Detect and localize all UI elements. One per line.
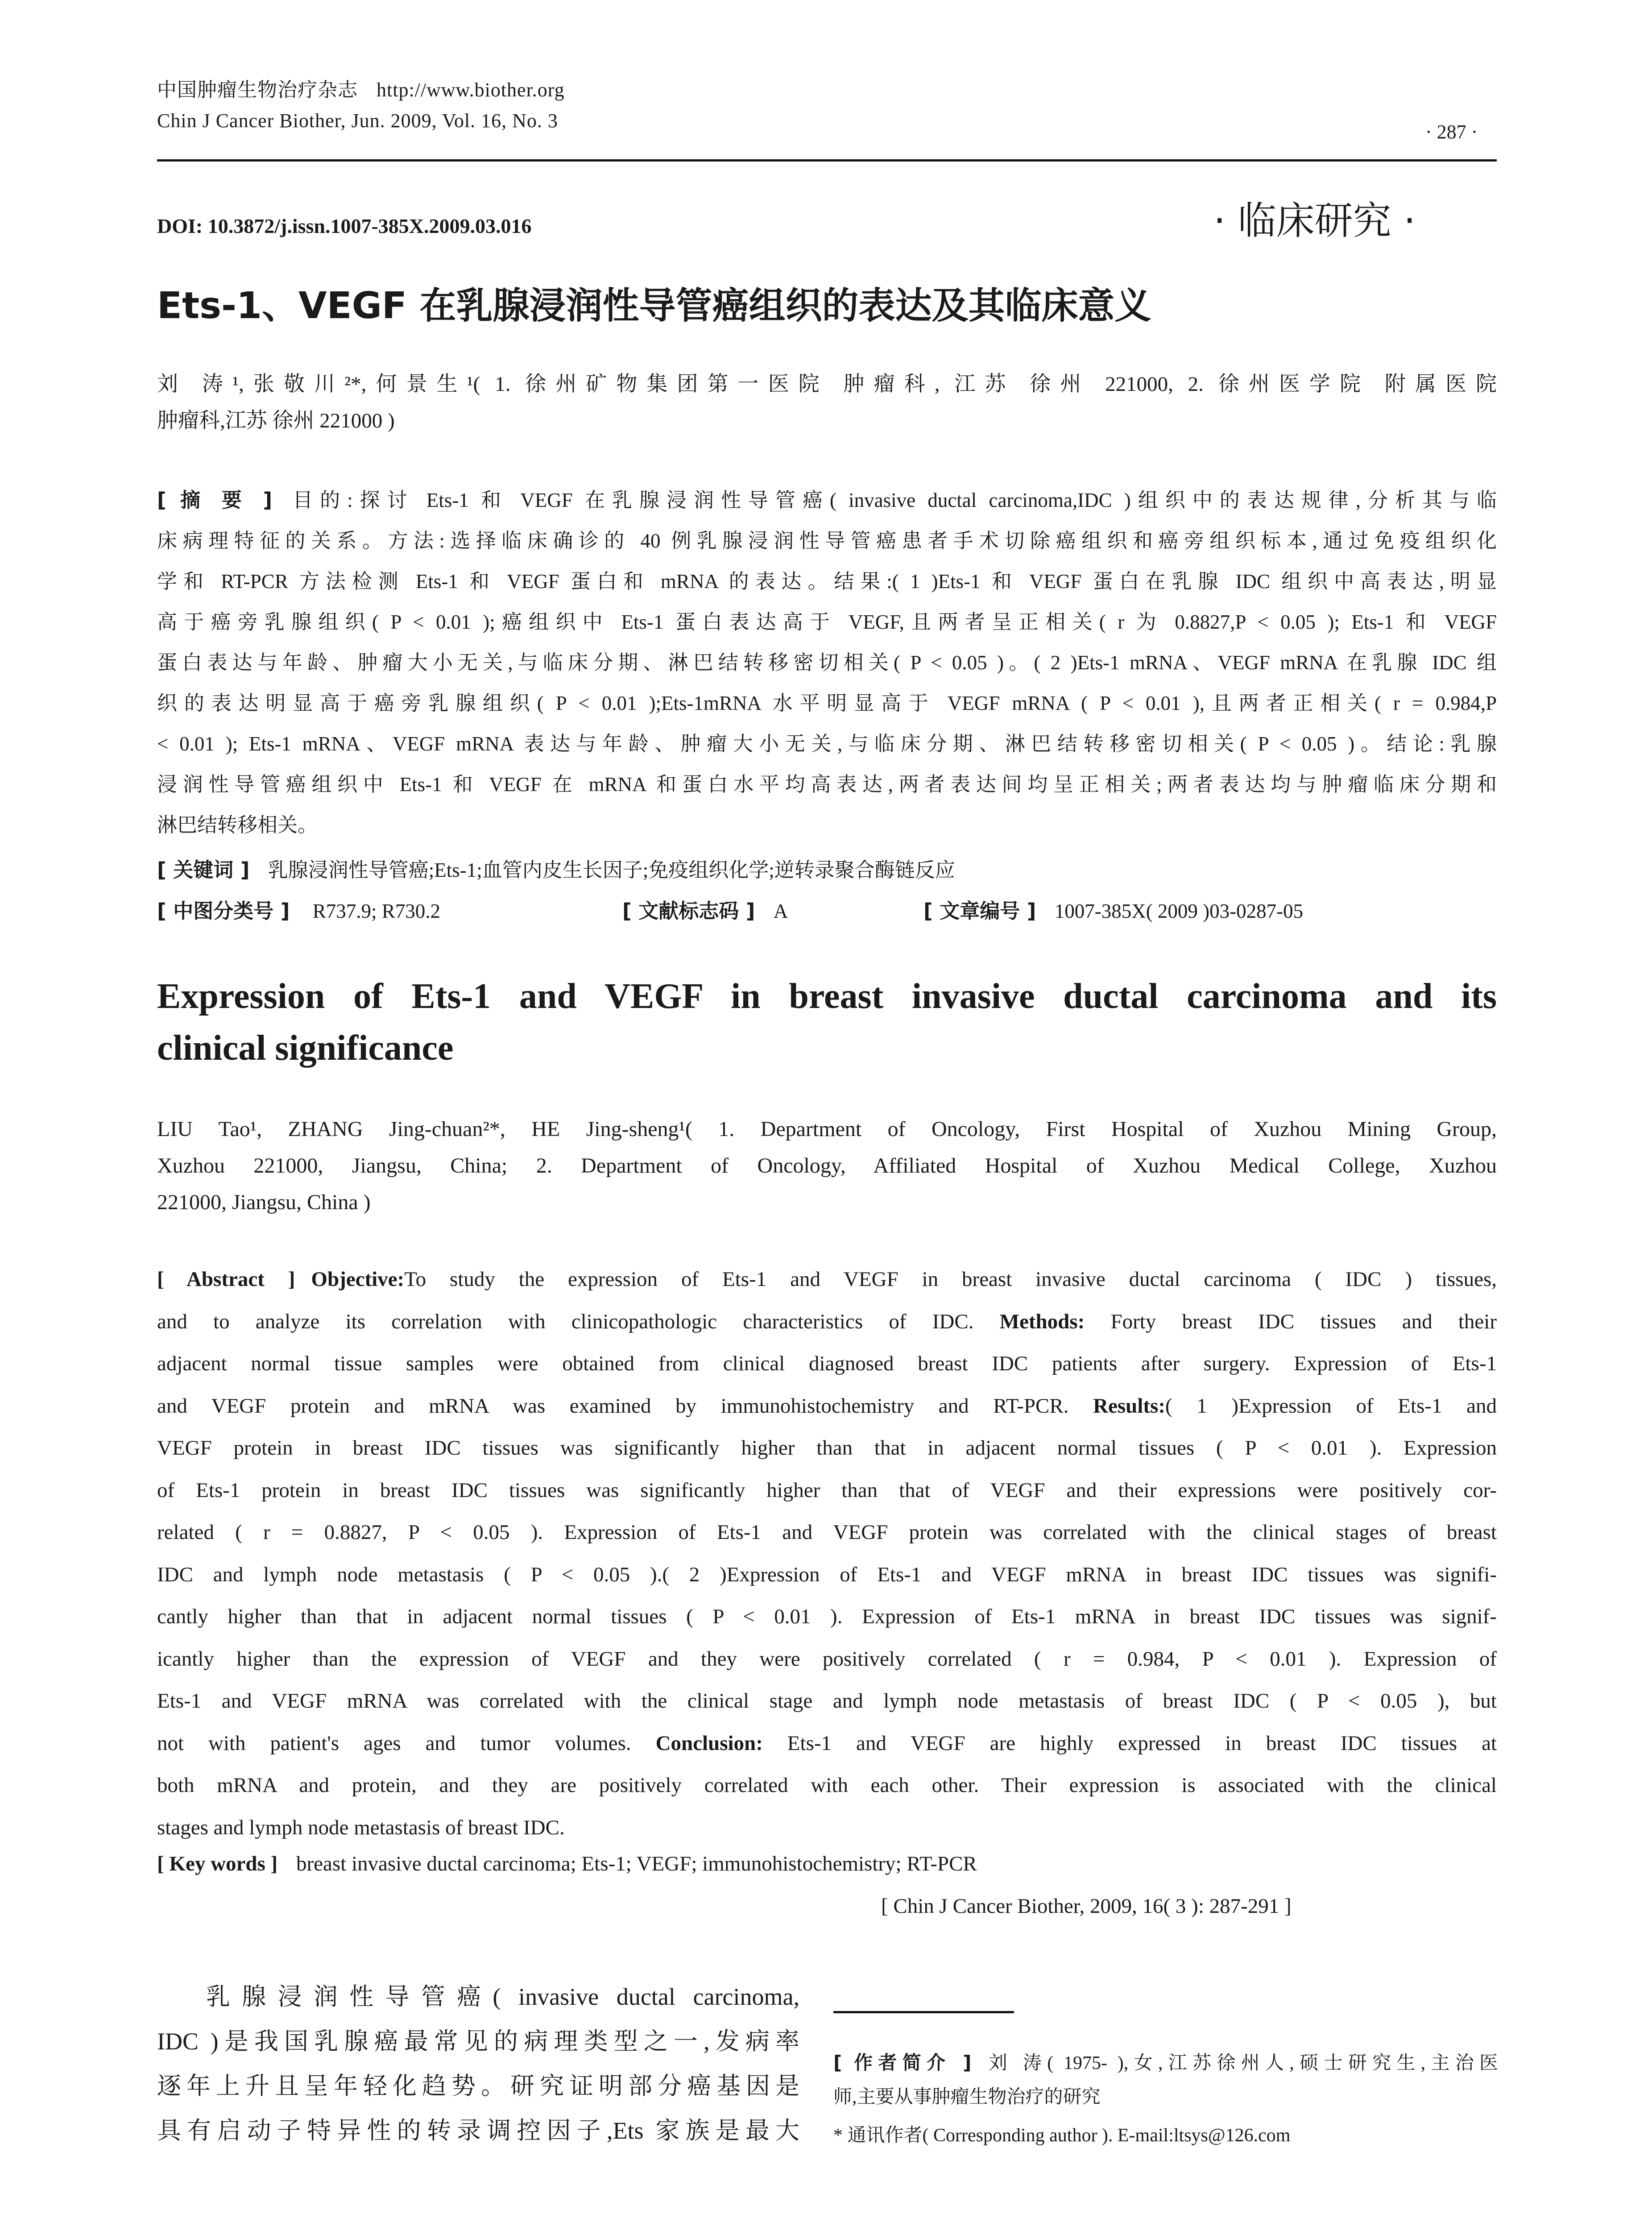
author-bio-label: [ 作者简介 ] bbox=[833, 2052, 972, 2073]
objective-label: Objective: bbox=[311, 1268, 405, 1291]
abstract-en-line: stages and lymph node metastasis of breast IDC. bbox=[157, 1816, 565, 1839]
abstract-en-line: of Ets-1 protein in breast IDC tissues was significantly higher than that of VEGF and their expressions were positively cor- bbox=[157, 1478, 1497, 1502]
authors-cn-line: 刘 涛¹,张敬川²*,何景生¹( 1. 徐州矿物集团第一医院 肿瘤科, 江苏 徐州 221000, 2. 徐州医学院 附属医院 bbox=[157, 373, 1497, 396]
keywords-cn-text: 乳腺浸润性导管癌;Ets-1;血管内皮生长因子;免疫组织化学;逆转录聚合酶链反应 bbox=[268, 859, 955, 881]
authors-en bbox=[157, 1111, 1497, 1221]
citation: [ Chin J Cancer Biother, 2009, 16( 3 ): 287-291 ] bbox=[881, 1895, 1292, 1918]
authors-en-line: Xuzhou 221000, Jiangsu, China; 2. Department of Oncology, Affiliated Hospital of Xuzhou Medical College, Xuzhou bbox=[157, 1154, 1497, 1178]
article-number-value: 1007-385X( 2009 )03-0287-05 bbox=[1054, 900, 1304, 922]
abstract-cn-line: 目的:探讨 Ets-1 和 VEGF 在乳腺浸润性导管癌( invasive ductal carcinoma,IDC )组织中的表达规律,分析其与临 bbox=[286, 489, 1497, 511]
clc-value: R737.9; R730.2 bbox=[312, 900, 441, 922]
journal-url[interactable]: http://www.biother.org bbox=[377, 79, 565, 101]
abstract-cn-line: 蛋白表达与年龄、肿瘤大小无关,与临床分期、淋巴结转移密切相关( P < 0.05 )。( 2 )Ets-1 mRNA、VEGF mRNA 在乳腺 IDC 组 bbox=[157, 651, 1497, 674]
abstract-en-line: IDC and lymph node metastasis ( P < 0.05 ).( 2 )Expression of Ets-1 and VEGF mRNA in breast IDC tissues was signifi- bbox=[157, 1563, 1497, 1586]
keywords-en-label: [ Key words ] bbox=[157, 1852, 278, 1875]
classification-row bbox=[157, 895, 440, 924]
keywords-en-text: breast invasive ductal carcinoma; Ets-1; VEGF; immunohistochemistry; RT-PCR bbox=[296, 1852, 977, 1875]
authors-cn-line: 肿瘤科,江苏 徐州 221000 ) bbox=[157, 409, 395, 432]
abstract-en-line: ( 1 )Expression of Ets-1 and bbox=[1165, 1394, 1497, 1418]
abstract-cn-line: 高于癌旁乳腺组织( P < 0.01 );癌组织中 Ets-1 蛋白表达高于 VEGF,且两者呈正相关( r 为 0.8827,P < 0.05 ); Ets-1 和 VEGF bbox=[157, 611, 1497, 633]
corresponding-author: * 通讯作者( Corresponding author ). E-mail:ltsys@126.com bbox=[833, 2125, 1291, 2146]
doi: DOI: 10.3872/j.issn.1007-385X.2009.03.016 bbox=[157, 215, 532, 237]
abstract-cn-line: < 0.01 ); Ets-1 mRNA、VEGF mRNA 表达与年龄、肿瘤大小无关,与临床分期、淋巴结转移密切相关( P < 0.05 )。结论:乳腺 bbox=[157, 733, 1497, 755]
abstract-en-line: and to analyze its correlation with clinicopathologic characteristics of IDC. bbox=[157, 1310, 974, 1333]
keywords-cn bbox=[157, 854, 955, 883]
footnote-rule bbox=[833, 2011, 1014, 2013]
journal-citation-header: Chin J Cancer Biother, Jun. 2009, Vol. 16, No. 3 bbox=[157, 110, 558, 132]
journal-name-cn: 中国肿瘤生物治疗杂志 bbox=[157, 79, 358, 101]
title-en-line: clinical significance bbox=[157, 1028, 454, 1068]
article-number-group bbox=[923, 895, 1303, 924]
abstract-en-line: cantly higher than that in adjacent normal tissues ( P < 0.01 ). Expression of Ets-1 mRNA in breast IDC tissues was signif- bbox=[157, 1605, 1497, 1628]
authors-en-line: 221000, Jiangsu, China ) bbox=[157, 1190, 371, 1214]
journal-header bbox=[157, 74, 565, 102]
authors-en-line: LIU Tao¹, ZHANG Jing-chuan²*, HE Jing-sheng¹( 1. Department of Oncology, First Hospital of Xuzhou Mining Group, bbox=[157, 1117, 1497, 1141]
keywords-cn-label: [ 关键词 ] bbox=[157, 858, 250, 882]
results-label: Results: bbox=[1093, 1394, 1165, 1418]
abstract-cn-line: 床病理特征的关系。方法:选择临床确诊的 40 例乳腺浸润性导管癌患者手术切除癌组织和癌旁组织标本,通过免疫组织化 bbox=[157, 530, 1497, 552]
doc-code-group bbox=[622, 895, 788, 924]
abstract-en-line: To study the expression of Ets-1 and VEGF in breast invasive ductal carcinoma ( IDC ) tissues, bbox=[404, 1268, 1497, 1291]
abstract-en-line: both mRNA and protein, and they are positively correlated with each other. Their expression is associated with the clinical bbox=[157, 1774, 1497, 1797]
body-line: IDC )是我国乳腺癌最常见的病理类型之一,发病率 bbox=[157, 2028, 799, 2055]
header-rule bbox=[157, 159, 1497, 162]
doc-code-label: [ 文献标志码 ] bbox=[622, 899, 755, 923]
abstract-cn-label: [ 摘 要 ] bbox=[157, 488, 273, 512]
abstract-en bbox=[157, 1258, 1497, 1849]
body-line: 乳腺浸润性导管癌( invasive ductal carcinoma, bbox=[206, 1983, 799, 2010]
abstract-cn-line: 学和 RT-PCR 方法检测 Ets-1 和 VEGF 蛋白和 mRNA 的表达。结果:( 1 )Ets-1 和 VEGF 蛋白在乳腺 IDC 组织中高表达,明显 bbox=[157, 570, 1497, 593]
footnote bbox=[833, 2046, 1498, 2152]
body-line: 具有启动子特异性的转录调控因子,Ets 家族是最大 bbox=[157, 2117, 799, 2144]
abstract-en-line: Forty breast IDC tissues and their bbox=[1110, 1310, 1497, 1333]
article-number-label: [ 文章编号 ] bbox=[923, 899, 1036, 923]
abstract-cn-line: 淋巴结转移相关。 bbox=[157, 814, 318, 836]
page-number: · 287 · bbox=[1425, 121, 1478, 143]
authors-cn bbox=[157, 366, 1497, 439]
title-cn: Ets-1、VEGF 在乳腺浸润性导管癌组织的表达及其临床意义 bbox=[157, 285, 1151, 327]
keywords-en bbox=[157, 1852, 977, 1876]
section-label: · 临床研究 · bbox=[1213, 199, 1416, 243]
abstract-en-line: related ( r = 0.8827, P < 0.05 ). Expression of Ets-1 and VEGF protein was correlated with the clinical stages of breast bbox=[157, 1521, 1497, 1544]
abstract-en-line: VEGF protein in breast IDC tissues was significantly higher than that in adjacent normal tissues ( P < 0.01 ). Expression bbox=[157, 1436, 1497, 1460]
abstract-cn-line: 浸润性导管癌组织中 Ets-1 和 VEGF 在 mRNA 和蛋白水平均高表达,两者表达间均呈正相关;两者表达均与肿瘤临床分期和 bbox=[157, 773, 1497, 796]
body-text-cn bbox=[157, 1974, 799, 2153]
author-bio-text: 师,主要从事肿瘤生物治疗的研究 bbox=[833, 2087, 1101, 2107]
doc-code-value: A bbox=[773, 900, 788, 922]
abstract-cn-line: 织的表达明显高于癌旁乳腺组织( P < 0.01 );Ets-1mRNA 水平明显高于 VEGF mRNA ( P < 0.01 ),且两者正相关( r = 0.984,P bbox=[157, 692, 1497, 714]
abstract-en-line: and VEGF protein and mRNA was examined by immunohistochemistry and RT-PCR. bbox=[157, 1394, 1069, 1418]
abstract-en-line: adjacent normal tissue samples were obtained from clinical diagnosed breast IDC patients after surgery. Expression of Ets-1 bbox=[157, 1352, 1497, 1375]
abstract-en-label: [ Abstract ] bbox=[157, 1268, 295, 1291]
title-en-line: Expression of Ets-1 and VEGF in breast invasive ductal carcinoma and its bbox=[157, 977, 1497, 1016]
clc-label: [ 中图分类号 ] bbox=[157, 899, 290, 923]
abstract-en-line: Ets-1 and VEGF are highly expressed in breast IDC tissues at bbox=[787, 1731, 1497, 1755]
body-line: 逐年上升且呈年轻化趋势。研究证明部分癌基因是 bbox=[157, 2073, 799, 2099]
author-bio-text: 刘 涛( 1975- ),女,江苏徐州人,硕士研究生,主治医 bbox=[983, 2053, 1498, 2073]
abstract-en-line: not with patient's ages and tumor volumes. bbox=[157, 1731, 631, 1755]
title-en bbox=[157, 970, 1497, 1074]
abstract-en-line: icantly higher than the expression of VEGF and they were positively correlated ( r = 0.984, P < 0.01 ). Expression of bbox=[157, 1647, 1497, 1671]
methods-label: Methods: bbox=[999, 1310, 1085, 1333]
abstract-en-line: Ets-1 and VEGF mRNA was correlated with the clinical stage and lymph node metastasis of breast IDC ( P < 0.05 ), but bbox=[157, 1689, 1497, 1713]
abstract-cn bbox=[157, 480, 1497, 846]
conclusion-label: Conclusion: bbox=[655, 1731, 763, 1755]
